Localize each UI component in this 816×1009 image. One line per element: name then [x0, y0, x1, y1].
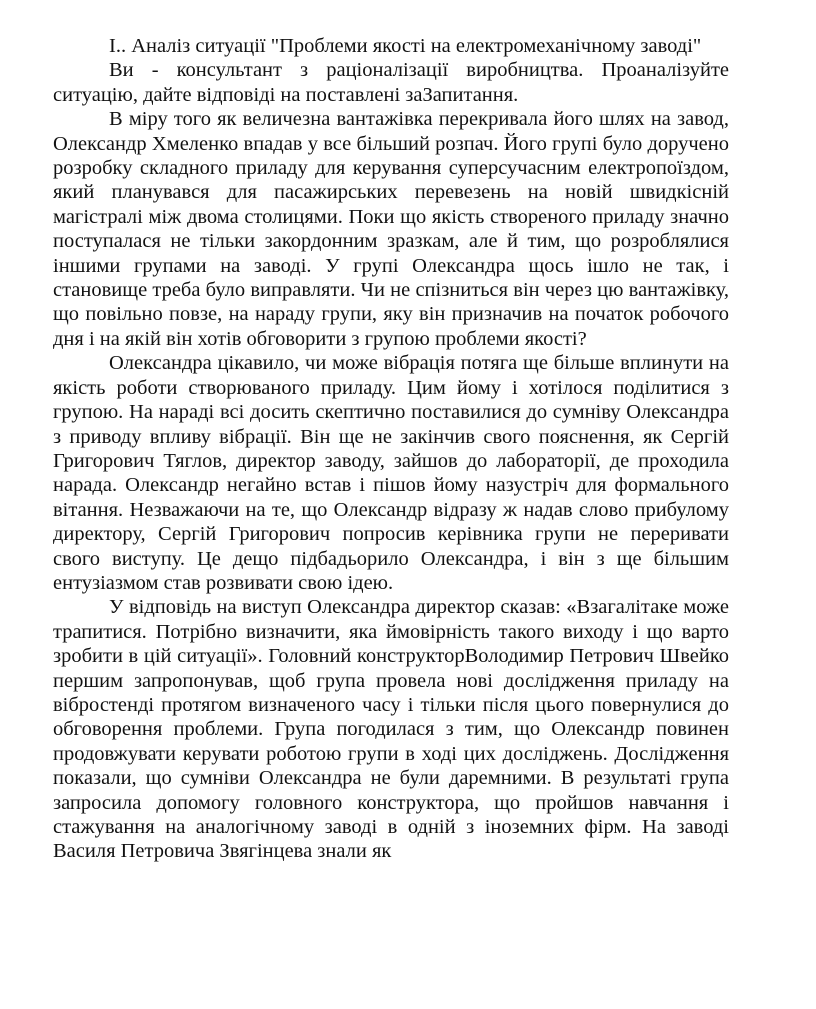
document-page [53, 34, 729, 864]
paragraph-1: В міру того як величезна вантажівка перекривала його шлях на завод, Олександр Хмеленко впадав у все більший розпач. Його групі було доручено розробку складного приладу для керування суперсучасним електропоїздом, який планувався для пасажирських перевезень на новій швидкісній магістралі між двома столицями. Поки що якість створеного приладу значно поступалася не тільки закордонним зразкам, але й тим, що розроблялися іншими групами на заводі. У групі Олександра щось ішло не так, і становище треба було виправляти. Чи не спізниться він через цю вантажівку, що повільно повзе, на нараду групи, яку він призначив на початок робочого дня і на якій він хотів обговорити з групою проблеми якості? [53, 108, 729, 350]
document-heading: І.. Аналіз ситуації "Проблеми якості на електромеханічному заводі" [109, 35, 702, 57]
task-paragraph: Ви - консультант з раціоналізації виробництва. Проаналізуйте ситуацію, дайте відповіді на поставлені заЗапитання. [53, 59, 729, 106]
paragraph-3: У відповідь на виступ Олександра директор сказав: «Взагалітаке може трапитися. Потрібно визначити, яка ймовірність такого виходу і що варто зробити в цій ситуації». Головний конструкторВолодимир Петрович Швейко першим запропонував, щоб група провела нові дослідження приладу на вібростенді протягом визначеного часу і тільки після цього повернулися до обговорення проблеми. Група погодилася з тим, що Олександр повинен продовжувати керувати роботою групи в ході цих досліджень. Дослідження показали, що сумніви Олександра не були даремними. В результаті група запросила допомогу головного конструктора, що пройшов навчання і стажування на аналогічному заводі в одній з іноземних фірм. На заводі Василя Петровича Звягінцева знали як [53, 596, 729, 863]
paragraph-2: Олександра цікавило, чи може вібрація потяга ще більше вплинути на якість роботи створюваного приладу. Цим йому і хотілося поділитися з групою. На нараді всі досить скептично поставилися до сумніву Олександра з приводу впливу вібрації. Він ще не закінчив свого пояснення, як Сергій Григорович Тяглов, директор заводу, зайшов до лабораторії, де проходила нарада. Олександр негайно встав і пішов йому назустріч для формального вітання. Незважаючи на те, що Олександр відразу ж надав слово прибулому директору, Сергій Григорович попросив керівника групи не переривати свого виступу. Це дещо підбадьорило Олександра, і він з ще більшим ентузіазмом став розвивати свою ідею. [53, 352, 729, 594]
